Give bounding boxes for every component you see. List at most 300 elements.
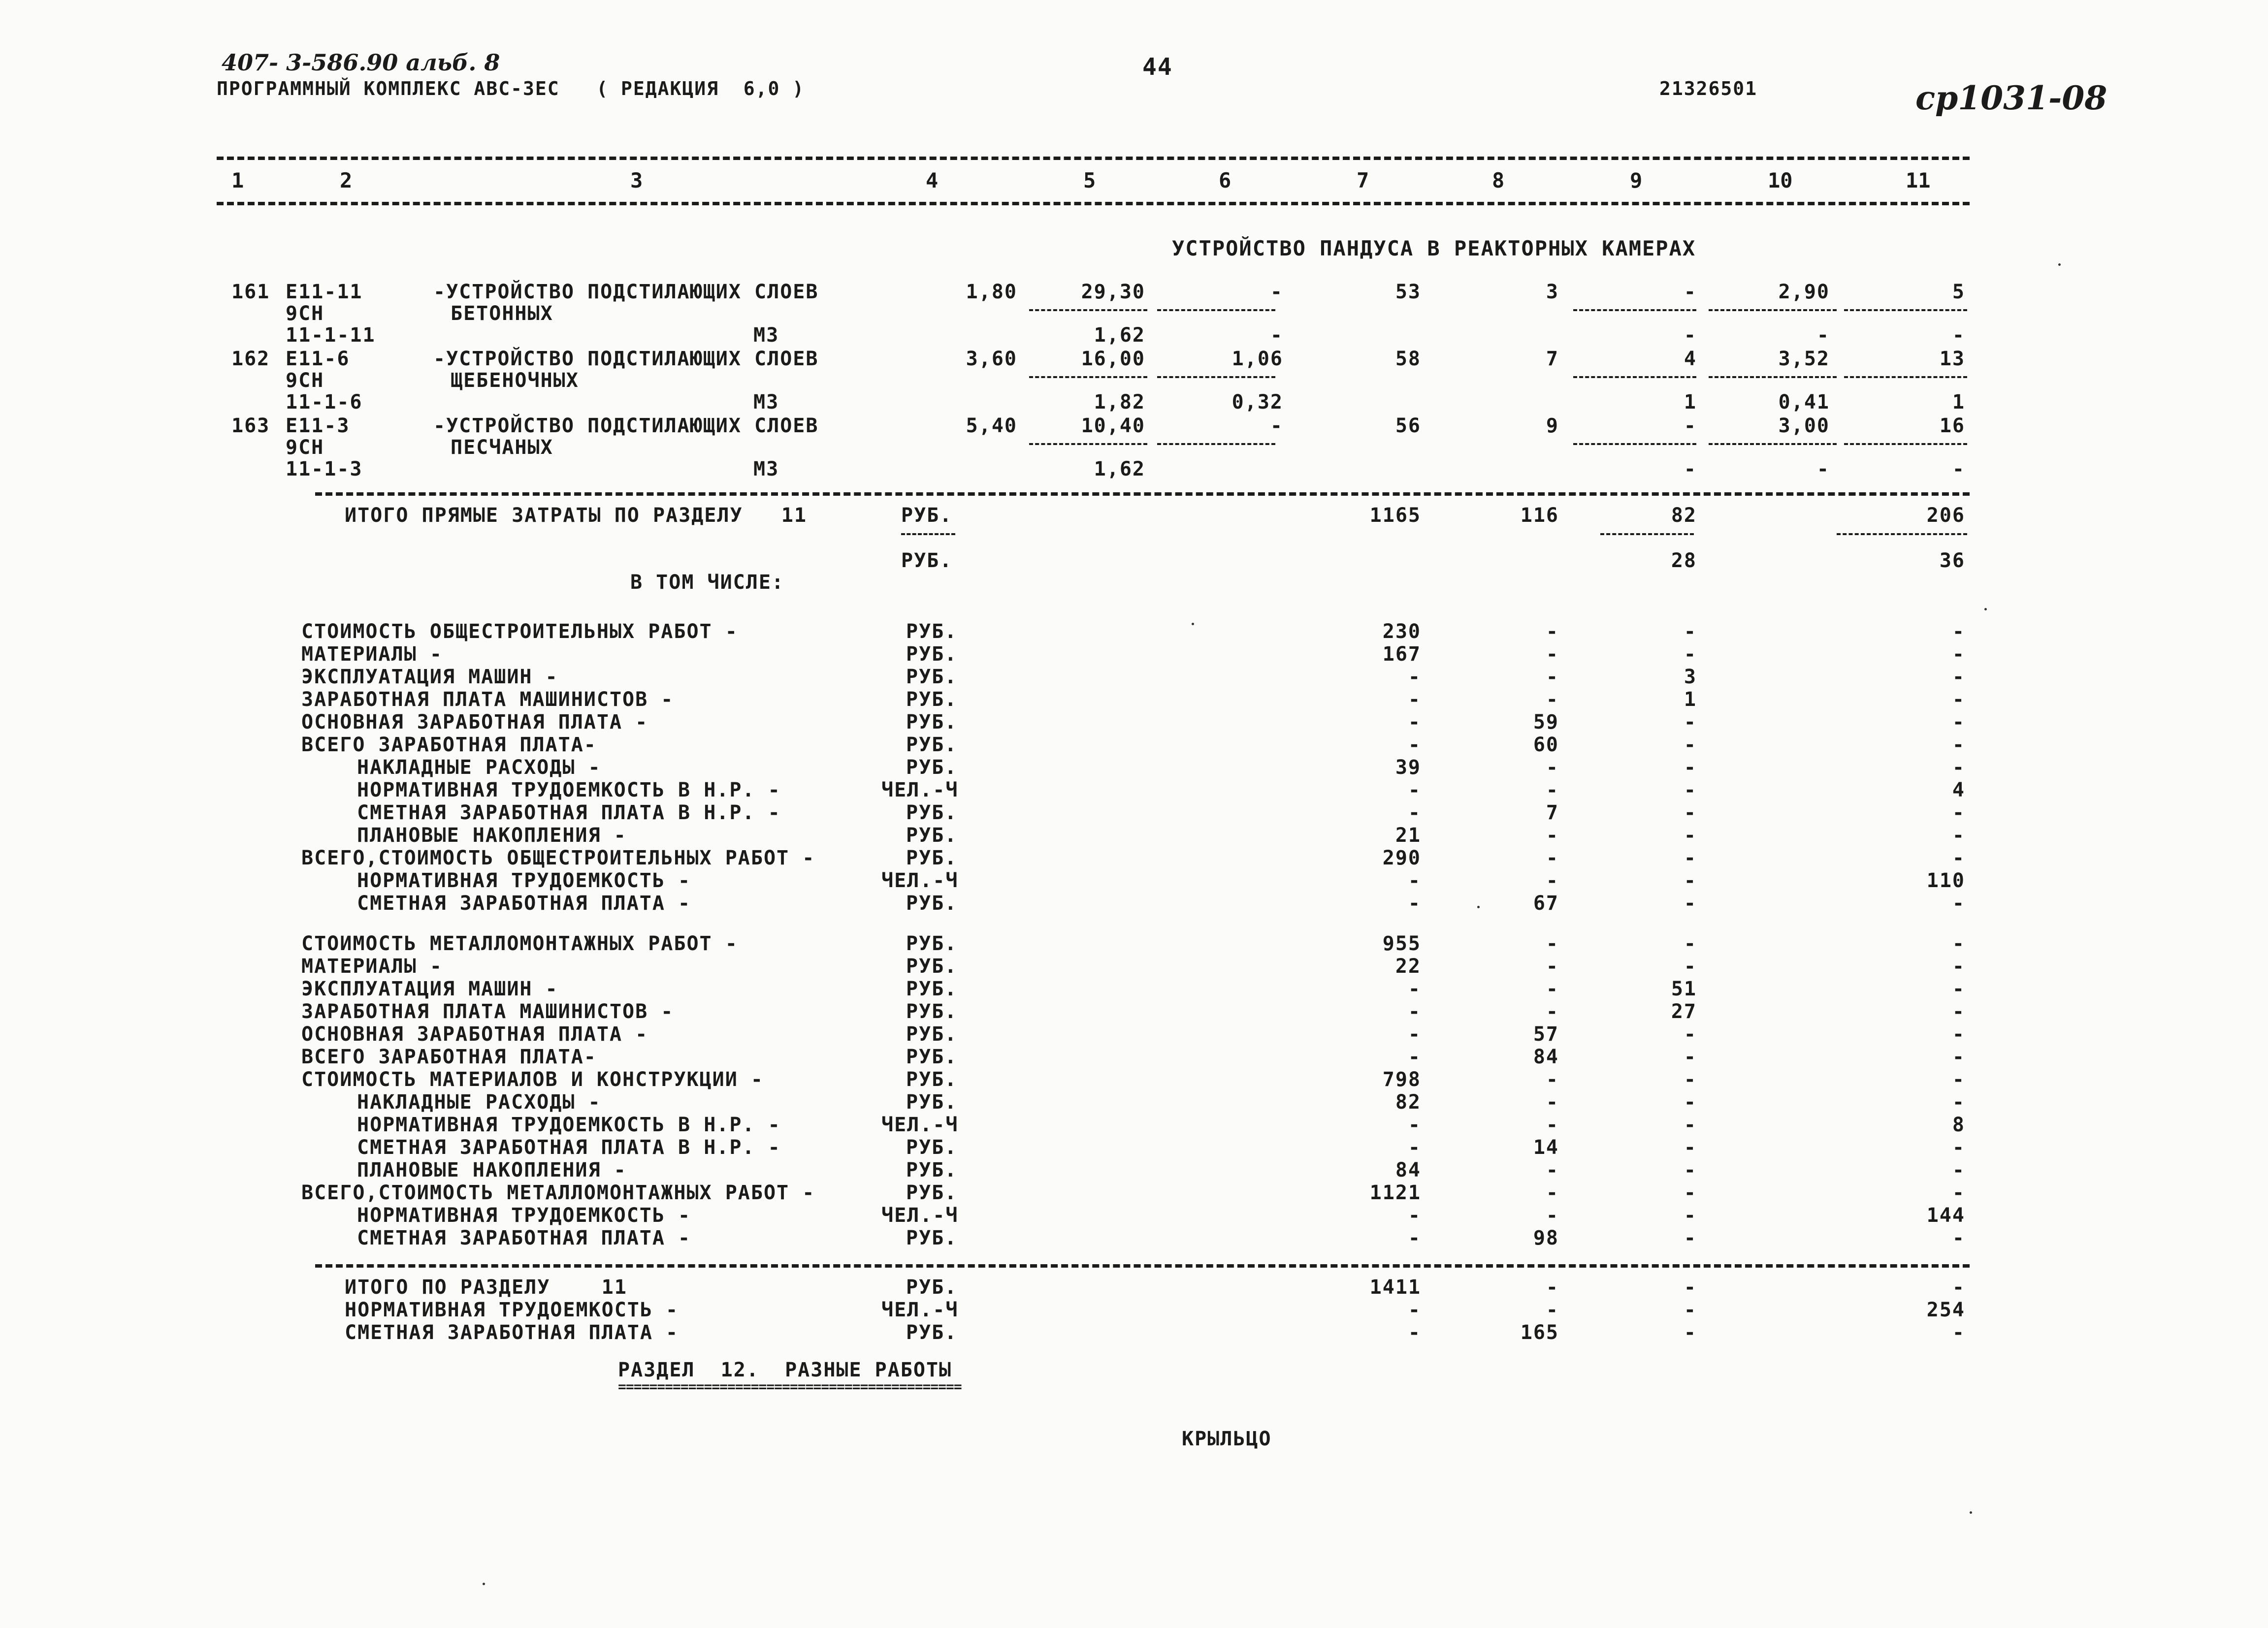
total-direct-c11b: 36 — [1939, 549, 1965, 572]
item-sub-underline — [1573, 443, 1696, 445]
summary-c9: - — [1684, 1091, 1697, 1114]
item-unit-price: 10,40 — [1081, 415, 1145, 437]
summary-label: ВСЕГО ЗАРАБОТНАЯ ПЛАТА- — [301, 734, 597, 756]
section-total-c8: - — [1546, 1276, 1559, 1299]
summary-unit: РУБ. — [906, 643, 958, 666]
total-direct-row — [0, 504, 2268, 528]
summary-c7: 955 — [1382, 932, 1421, 955]
summary-row — [0, 801, 2268, 825]
item-code: Е11-11 — [286, 281, 363, 303]
col-header-4: 4 — [926, 168, 939, 192]
item-labour: 3,52 — [1778, 348, 1830, 370]
summary-c9: - — [1684, 955, 1697, 978]
item-sub-10: 0,41 — [1778, 391, 1830, 414]
summary-row — [0, 620, 2268, 644]
summary-unit: ЧЕЛ.-Ч — [881, 1204, 959, 1227]
section-total-c7: - — [1408, 1299, 1421, 1321]
summary-label: ВСЕГО ЗАРАБОТНАЯ ПЛАТА- — [301, 1046, 597, 1068]
summary-c11: - — [1952, 711, 1965, 734]
item-sub-underline — [1029, 309, 1147, 311]
summary-label: СМЕТНАЯ ЗАРАБОТНАЯ ПЛАТА В Н.Р. - — [357, 801, 781, 824]
summary-c8: - — [1546, 824, 1559, 847]
item-labour-total: 13 — [1939, 348, 1965, 370]
section-total-label: СМЕТНАЯ ЗАРАБОТНАЯ ПЛАТА - — [345, 1321, 679, 1344]
summary-unit: РУБ. — [906, 847, 958, 869]
item-total: 53 — [1395, 281, 1421, 303]
scan-speck — [1970, 1511, 1972, 1514]
summary-label: МАТЕРИАЛЫ - — [301, 955, 443, 978]
summary-c9: - — [1684, 847, 1697, 869]
item-row-line-3 — [0, 458, 2268, 481]
summary-row — [0, 955, 2268, 979]
summary-c7: 1121 — [1369, 1181, 1421, 1204]
summary-c11: - — [1952, 824, 1965, 847]
item-labour-total: 16 — [1939, 415, 1965, 437]
total-c9-underline — [1600, 533, 1694, 535]
item-sub-6: 0,32 — [1231, 391, 1283, 414]
section-total-row — [0, 1276, 2268, 1300]
summary-c7: - — [1408, 666, 1421, 688]
summary-c9: - — [1684, 711, 1697, 734]
item-code-3: 11-1-11 — [286, 324, 376, 347]
summary-row — [0, 1068, 2268, 1092]
item-sub-underline — [1573, 309, 1696, 311]
summary-row — [0, 932, 2268, 956]
summary-row — [0, 1181, 2268, 1205]
total-direct-unit-2: РУБ. — [901, 549, 953, 572]
item-sub-underline — [1709, 309, 1837, 311]
item-total: 58 — [1395, 348, 1421, 370]
item-sub-underline — [1844, 309, 1967, 311]
item-machine-price: - — [1270, 281, 1283, 303]
summary-c8: - — [1546, 688, 1559, 711]
section-total-c11: 254 — [1926, 1299, 1965, 1321]
col-header-7: 7 — [1357, 168, 1369, 192]
summary-c7: - — [1408, 1136, 1421, 1159]
summary-row — [0, 892, 2268, 916]
section-total-c7: - — [1408, 1321, 1421, 1344]
summary-c9: 51 — [1671, 978, 1697, 1000]
summary-c9: - — [1684, 892, 1697, 915]
summary-c11: 8 — [1952, 1114, 1965, 1136]
col-header-3: 3 — [630, 168, 643, 192]
item-row-line-2 — [0, 302, 2268, 326]
items-bottom-rule — [315, 492, 1970, 496]
item-code-3: 11-1-3 — [286, 458, 363, 480]
summary-c9: - — [1684, 1023, 1697, 1046]
section-total-c11: - — [1952, 1321, 1965, 1344]
item-row — [0, 281, 2268, 304]
summary-label: НОРМАТИВНАЯ ТРУДОЕМКОСТЬ В Н.Р. - — [357, 1114, 781, 1136]
summary-unit: РУБ. — [906, 1068, 958, 1091]
header-rule-top — [217, 157, 1970, 160]
total-direct-unit: РУБ. — [901, 504, 953, 527]
summary-row — [0, 869, 2268, 893]
summary-unit: РУБ. — [906, 1023, 958, 1046]
summary-c7: - — [1408, 1023, 1421, 1046]
summary-c8: - — [1546, 869, 1559, 892]
item-code-2: 9СН — [286, 369, 324, 392]
summary-c8: 84 — [1533, 1046, 1559, 1068]
item-sub-underline — [1157, 376, 1275, 378]
item-code: Е11-6 — [286, 348, 350, 370]
summary-label: ЭКСПЛУАТАЦИЯ МАШИН - — [301, 978, 558, 1000]
summary-label: НАКЛАДНЫЕ РАСХОДЫ - — [357, 756, 601, 779]
summary-row — [0, 1227, 2268, 1250]
item-description-2: БЕТОННЫХ — [451, 302, 553, 325]
summary-c9: - — [1684, 620, 1697, 643]
summary-c8: - — [1546, 620, 1559, 643]
summary-unit: РУБ. — [906, 1227, 958, 1249]
summary-c7: - — [1408, 869, 1421, 892]
summary-c9: - — [1684, 643, 1697, 666]
summary-c8: - — [1546, 955, 1559, 978]
summary-unit: РУБ. — [906, 932, 958, 955]
col-header-10: 10 — [1768, 168, 1793, 192]
summary-c7: - — [1408, 734, 1421, 756]
section-total-unit: РУБ. — [906, 1321, 958, 1344]
summary-c7: 21 — [1395, 824, 1421, 847]
summary-c8: - — [1546, 847, 1559, 869]
summary-row — [0, 978, 2268, 1001]
total-direct-c9b: 28 — [1671, 549, 1697, 572]
summary-label: СТОИМОСТЬ МЕТАЛЛОМОНТАЖНЫХ РАБОТ - — [301, 932, 738, 955]
item-sub-underline — [1844, 376, 1967, 378]
item-sub-9: 1 — [1684, 391, 1697, 414]
page-number: 44 — [1142, 53, 1173, 81]
summary-c7: - — [1408, 779, 1421, 801]
summary-c8: 98 — [1533, 1227, 1559, 1249]
total-direct-label: ИТОГО ПРЯМЫЕ ЗАТРАТЫ ПО РАЗДЕЛУ 11 — [345, 504, 807, 527]
item-sub-6: - — [1270, 324, 1283, 347]
summary-c8: - — [1546, 779, 1559, 801]
item-sub-10: - — [1816, 458, 1830, 480]
item-labour: 2,90 — [1778, 281, 1830, 303]
summary-c8: - — [1546, 756, 1559, 779]
summary-row — [0, 666, 2268, 689]
summary-c11: - — [1952, 1227, 1965, 1249]
section-total-unit: РУБ. — [906, 1276, 958, 1299]
scan-speck — [1192, 623, 1194, 625]
in-that-number-heading: В ТОМ ЧИСЛЕ: — [630, 571, 784, 594]
item-sub-underline — [1029, 376, 1147, 378]
section-total-c9: - — [1684, 1321, 1697, 1344]
summary-unit: РУБ. — [906, 978, 958, 1000]
section-title: УСТРОЙСТВО ПАНДУСА В РЕАКТОРНЫХ КАМЕРАХ — [1172, 236, 1696, 260]
col-header-11: 11 — [1906, 168, 1931, 192]
summary-label: НАКЛАДНЫЕ РАСХОДЫ - — [357, 1091, 601, 1114]
summary-label: СМЕТНАЯ ЗАРАБОТНАЯ ПЛАТА В Н.Р. - — [357, 1136, 781, 1159]
summary-row — [0, 1091, 2268, 1115]
summary-c9: - — [1684, 1046, 1697, 1068]
summary-row — [0, 734, 2268, 757]
summary-label: ПЛАНОВЫЕ НАКОПЛЕНИЯ - — [357, 824, 627, 847]
summary-c8: - — [1546, 1000, 1559, 1023]
item-description: -УСТРОЙСТВО ПОДСТИЛАЮЩИХ СЛОЕВ — [433, 281, 819, 303]
section-total-c9: - — [1684, 1299, 1697, 1321]
summary-c11: - — [1952, 801, 1965, 824]
summary-unit: РУБ. — [906, 892, 958, 915]
summary-unit: ЧЕЛ.-Ч — [881, 1114, 959, 1136]
summary-c9: - — [1684, 779, 1697, 801]
summary-unit: РУБ. — [906, 688, 958, 711]
item-labour: 3,00 — [1778, 415, 1830, 437]
summary-label: НОРМАТИВНАЯ ТРУДОЕМКОСТЬ В Н.Р. - — [357, 779, 781, 801]
summary-c9: - — [1684, 1068, 1697, 1091]
item-sub-underline — [1709, 376, 1837, 378]
summary-unit: РУБ. — [906, 734, 958, 756]
summary-c7: 82 — [1395, 1091, 1421, 1114]
summary-c11: - — [1952, 643, 1965, 666]
col-header-9: 9 — [1630, 168, 1643, 192]
summary-c7: 84 — [1395, 1159, 1421, 1181]
item-description: -УСТРОЙСТВО ПОДСТИЛАЮЩИХ СЛОЕВ — [433, 348, 819, 370]
summary-c8: 57 — [1533, 1023, 1559, 1046]
summary-label: МАТЕРИАЛЫ - — [301, 643, 443, 666]
section-total-row — [0, 1299, 2268, 1322]
item-unit-price: 16,00 — [1081, 348, 1145, 370]
summary-c9: - — [1684, 869, 1697, 892]
scan-speck — [483, 1583, 485, 1585]
summary-c8: - — [1546, 978, 1559, 1000]
item-sub-10: - — [1816, 324, 1830, 347]
summary-c9: - — [1684, 1181, 1697, 1204]
summary-label: СМЕТНАЯ ЗАРАБОТНАЯ ПЛАТА - — [357, 892, 691, 915]
col-header-5: 5 — [1083, 168, 1096, 192]
next-section-underline: ============================================ — [618, 1378, 962, 1395]
summary-c9: - — [1684, 1227, 1697, 1249]
summary-c8: 59 — [1533, 711, 1559, 734]
item-row-line-2 — [0, 369, 2268, 393]
next-section-title: РАЗДЕЛ 12. РАЗНЫЕ РАБОТЫ — [618, 1359, 952, 1381]
total-direct-c9: 82 — [1671, 504, 1697, 527]
summary-unit: РУБ. — [906, 666, 958, 688]
summary-c7: - — [1408, 978, 1421, 1000]
summary-c11: - — [1952, 734, 1965, 756]
summary-c8: - — [1546, 1181, 1559, 1204]
item-sub-9: - — [1684, 458, 1697, 480]
summary-c11: - — [1952, 932, 1965, 955]
summary-label: ВСЕГО,СТОИМОСТЬ МЕТАЛЛОМОНТАЖНЫХ РАБОТ - — [301, 1181, 815, 1204]
summary-c7: - — [1408, 1114, 1421, 1136]
total-direct-row-2 — [0, 549, 2268, 573]
item-machine-total: - — [1684, 415, 1697, 437]
summary-c8: - — [1546, 1068, 1559, 1091]
summary-c9: 3 — [1684, 666, 1697, 688]
summary-c11: - — [1952, 756, 1965, 779]
summary-c8: 14 — [1533, 1136, 1559, 1159]
summary-c7: - — [1408, 711, 1421, 734]
summary-c11: - — [1952, 955, 1965, 978]
summary-c11: 110 — [1926, 869, 1965, 892]
item-row-line-2 — [0, 436, 2268, 460]
item-unit: М3 — [753, 324, 779, 347]
summary-c11: - — [1952, 847, 1965, 869]
summary-c9: - — [1684, 801, 1697, 824]
item-unit-price: 29,30 — [1081, 281, 1145, 303]
summary-c11: - — [1952, 1091, 1965, 1114]
total-unit-underline — [901, 533, 955, 535]
summary-row — [0, 779, 2268, 802]
summary-c8: 67 — [1533, 892, 1559, 915]
column-header-row — [0, 168, 2268, 193]
summary-c11: - — [1952, 1046, 1965, 1068]
item-row-line-3 — [0, 324, 2268, 348]
summary-c11: - — [1952, 1159, 1965, 1181]
item-quantity: 5,40 — [966, 415, 1017, 437]
summary-unit: РУБ. — [906, 824, 958, 847]
summary-unit: РУБ. — [906, 1091, 958, 1114]
item-code-2: 9СН — [286, 302, 324, 325]
item-row-line-3 — [0, 391, 2268, 415]
section-total-label: ИТОГО ПО РАЗДЕЛУ 11 — [345, 1276, 627, 1299]
summary-c8: - — [1546, 1159, 1559, 1181]
item-number: 163 — [231, 415, 270, 437]
item-labour-total: 5 — [1952, 281, 1965, 303]
item-number: 162 — [231, 348, 270, 370]
summary-c9: - — [1684, 1204, 1697, 1227]
summary-row — [0, 643, 2268, 667]
summary-c9: - — [1684, 1136, 1697, 1159]
summary-c11: - — [1952, 1000, 1965, 1023]
item-code-3: 11-1-6 — [286, 391, 363, 414]
summary-c7: 230 — [1382, 620, 1421, 643]
section-total-c8: - — [1546, 1299, 1559, 1321]
summary-row — [0, 1136, 2268, 1160]
item-quantity: 3,60 — [966, 348, 1017, 370]
section-total-c11: - — [1952, 1276, 1965, 1299]
summary-unit: РУБ. — [906, 620, 958, 643]
summary-c8: - — [1546, 643, 1559, 666]
summary-c11: - — [1952, 620, 1965, 643]
summary-c7: - — [1408, 1046, 1421, 1068]
item-sub-11: - — [1952, 458, 1965, 480]
summary-row — [0, 1114, 2268, 1137]
total-c11-underline — [1837, 533, 1967, 535]
summary-label: НОРМАТИВНАЯ ТРУДОЕМКОСТЬ - — [357, 1204, 691, 1227]
summary-c11: - — [1952, 978, 1965, 1000]
summary-c9: 1 — [1684, 688, 1697, 711]
summary-row — [0, 756, 2268, 780]
summary-c7: - — [1408, 688, 1421, 711]
summary-unit: РУБ. — [906, 1181, 958, 1204]
item-machine-total: 4 — [1684, 348, 1697, 370]
summary-c7: - — [1408, 892, 1421, 915]
summary-c7: 167 — [1382, 643, 1421, 666]
item-code: Е11-3 — [286, 415, 350, 437]
item-wage: 3 — [1546, 281, 1559, 303]
scan-speck — [1984, 608, 1987, 610]
summary-c11: - — [1952, 688, 1965, 711]
summary-c9: - — [1684, 932, 1697, 955]
summary-c8: - — [1546, 1204, 1559, 1227]
summary-unit: РУБ. — [906, 1000, 958, 1023]
section-total-rule — [315, 1264, 1970, 1268]
section-total-c7: 1411 — [1369, 1276, 1421, 1299]
summary-c7: - — [1408, 1204, 1421, 1227]
summary-c7: - — [1408, 801, 1421, 824]
item-sub-9: - — [1684, 324, 1697, 347]
item-unit: М3 — [753, 391, 779, 414]
summary-row — [0, 1204, 2268, 1228]
program-line: ПРОГРАММНЫЙ КОМПЛЕКС АВС-ЗЕС ( РЕДАКЦИЯ 6,0 ) — [217, 78, 805, 99]
summary-row — [0, 688, 2268, 712]
col-header-8: 8 — [1492, 168, 1505, 192]
summary-c11: 4 — [1952, 779, 1965, 801]
item-sub-underline — [1709, 443, 1837, 445]
item-code-2: 9СН — [286, 436, 324, 459]
summary-label: ЗАРАБОТНАЯ ПЛАТА МАШИНИСТОВ - — [301, 1000, 674, 1023]
item-machine-price: - — [1270, 415, 1283, 437]
summary-label: СТОИМОСТЬ МАТЕРИАЛОВ И КОНСТРУКЦИИ - — [301, 1068, 764, 1091]
summary-unit: РУБ. — [906, 801, 958, 824]
scan-speck — [1477, 906, 1480, 908]
summary-c7: - — [1408, 1227, 1421, 1249]
item-total: 56 — [1395, 415, 1421, 437]
document-code: 21326501 — [1659, 78, 1758, 99]
item-description-2: ЩЕБЕНОЧНЫХ — [451, 369, 579, 392]
summary-unit: РУБ. — [906, 1046, 958, 1068]
summary-label: СТОИМОСТЬ ОБЩЕСТРОИТЕЛЬНЫХ РАБОТ - — [301, 620, 738, 643]
summary-c7: 798 — [1382, 1068, 1421, 1091]
item-sub-underline — [1844, 443, 1967, 445]
summary-c11: - — [1952, 1181, 1965, 1204]
item-sub-underline — [1573, 376, 1696, 378]
item-sub-5: 1,82 — [1094, 391, 1145, 414]
summary-c9: - — [1684, 1114, 1697, 1136]
section-total-row — [0, 1321, 2268, 1345]
summary-c9: - — [1684, 756, 1697, 779]
summary-label: ЗАРАБОТНАЯ ПЛАТА МАШИНИСТОВ - — [301, 688, 674, 711]
total-direct-c8: 116 — [1520, 504, 1559, 527]
summary-unit: РУБ. — [906, 756, 958, 779]
summary-unit: РУБ. — [906, 1159, 958, 1181]
summary-unit: РУБ. — [906, 955, 958, 978]
summary-row — [0, 1046, 2268, 1069]
summary-c11: 144 — [1926, 1204, 1965, 1227]
summary-row — [0, 1159, 2268, 1182]
item-wage: 9 — [1546, 415, 1559, 437]
summary-row — [0, 1023, 2268, 1047]
section-total-unit: ЧЕЛ.-Ч — [881, 1299, 959, 1321]
item-description: -УСТРОЙСТВО ПОДСТИЛАЮЩИХ СЛОЕВ — [433, 415, 819, 437]
item-unit: М3 — [753, 458, 779, 480]
summary-c8: - — [1546, 1091, 1559, 1114]
total-direct-c11: 206 — [1926, 504, 1965, 527]
next-section-subtitle: КРЫЛЬЦО — [1182, 1428, 1272, 1450]
summary-label: НОРМАТИВНАЯ ТРУДОЕМКОСТЬ - — [357, 869, 691, 892]
section-total-c8: 165 — [1520, 1321, 1559, 1344]
item-sub-underline — [1157, 443, 1275, 445]
summary-c11: - — [1952, 666, 1965, 688]
summary-c11: - — [1952, 1136, 1965, 1159]
summary-row — [0, 847, 2268, 870]
summary-c7: 39 — [1395, 756, 1421, 779]
item-quantity: 1,80 — [966, 281, 1017, 303]
item-row — [0, 415, 2268, 438]
item-sub-underline — [1029, 443, 1147, 445]
summary-label: ОСНОВНАЯ ЗАРАБОТНАЯ ПЛАТА - — [301, 711, 648, 734]
summary-unit: РУБ. — [906, 1136, 958, 1159]
summary-c9: - — [1684, 824, 1697, 847]
summary-c8: 7 — [1546, 801, 1559, 824]
summary-c8: 60 — [1533, 734, 1559, 756]
item-number: 161 — [231, 281, 270, 303]
item-machine-total: - — [1684, 281, 1697, 303]
summary-c8: - — [1546, 666, 1559, 688]
summary-label: ВСЕГО,СТОИМОСТЬ ОБЩЕСТРОИТЕЛЬНЫХ РАБОТ - — [301, 847, 815, 869]
summary-unit: ЧЕЛ.-Ч — [881, 779, 959, 801]
